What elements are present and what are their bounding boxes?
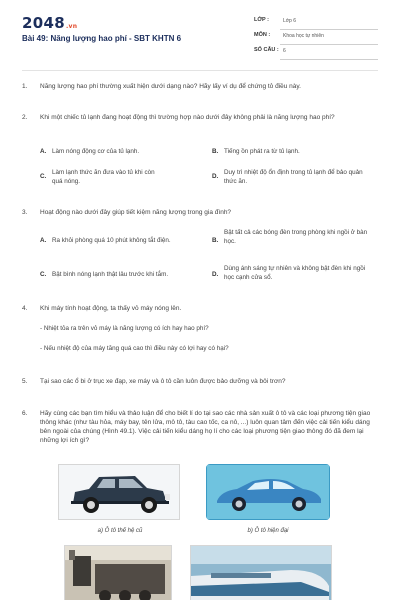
question-number: 4.	[22, 305, 28, 312]
question-text: Khi máy tính hoạt động, ta thấy vỏ máy nóng lên.	[40, 305, 182, 312]
option-text: Tiếng ồn phát ra từ tủ lạnh.	[224, 148, 300, 155]
question-number: 1.	[22, 83, 28, 90]
option-letter: A.	[40, 237, 47, 244]
site-logo[interactable]	[22, 14, 77, 32]
meta-value: Lớp 6	[283, 18, 297, 24]
question-4-sub-2: - Nếu nhiệt độ của máy tăng quá cao thì điều này có lợi hay có hại?	[40, 345, 229, 352]
option-letter: B.	[212, 237, 219, 244]
meta-value: Khoa học tự nhiên	[283, 33, 324, 39]
question-4	[22, 304, 378, 314]
option-text: Dùng ánh sáng tự nhiên và không bật đèn khi ngồi học cạnh cửa sổ.	[224, 265, 366, 281]
figure-b-caption: b) Ô tô hiện đại	[247, 528, 289, 534]
meta-value: 6	[283, 48, 286, 54]
option-3a[interactable]	[40, 236, 210, 246]
option-3d[interactable]	[212, 264, 382, 284]
option-text: Ra khỏi phòng quá 10 phút không tắt điện.	[52, 237, 171, 244]
option-2b[interactable]	[212, 147, 382, 157]
header-divider	[22, 70, 378, 71]
train-image	[64, 545, 172, 600]
meta-key: SỐ CÂU :	[254, 47, 279, 53]
option-letter: A.	[40, 148, 47, 155]
option-text: Làm nóng động cơ của tủ lạnh.	[52, 148, 140, 155]
logo-text: 2048	[22, 14, 65, 32]
question-1	[22, 82, 378, 92]
document-title: Bài 49: Năng lượng hao phí - SBT KHTN 6	[22, 34, 182, 43]
option-text: Duy trì nhiệt độ ổn định trong tủ lạnh để bảo quản thức ăn.	[224, 169, 363, 185]
question-3	[22, 208, 378, 218]
modern-car-drawing	[207, 465, 329, 519]
bullet-train-image	[190, 545, 332, 600]
question-2	[22, 113, 378, 133]
bullet-train-drawing	[191, 546, 331, 600]
question-text: Hãy cùng các bạn tìm hiểu và thảo luận để cho biết lí do tại sao các nhà sản xuất ô tô và các loại phương tiện giao thông khác (như tàu hỏa, máy bay, tên lửa, mô tô, tàu cao tốc, ca nô, ...) luôn quan tâm đến việc cải tiến kiểu dáng bên ngoài của chúng (Hình 49.1). Việc cải tiến kiểu dáng họ lí cho các loại phương tiện giao thông đó đã đem lại những lợi ích gì?	[40, 410, 371, 444]
question-text: Hoạt động nào dưới đây giúp tiết kiệm năng lượng trong gia đình?	[40, 209, 232, 216]
page-header	[0, 0, 400, 78]
option-letter: B.	[212, 148, 219, 155]
question-text: Khi một chiếc tủ lạnh đang hoạt động thì trường hợp nào dưới đây không phải là năng lượng hao phí?	[40, 114, 335, 121]
option-letter: D.	[212, 173, 219, 180]
option-text: Làm lạnh thức ăn đưa vào tủ khi còn quá nóng.	[52, 169, 155, 185]
option-2c[interactable]	[40, 168, 210, 188]
question-number: 6.	[22, 410, 28, 417]
meta-key: MÔN :	[254, 32, 271, 38]
question-text: Tại sao các ổ bi ở trục xe đạp, xe máy và ô tô cần luôn được bảo dưỡng và bôi trơn?	[40, 378, 286, 385]
question-5	[22, 377, 378, 387]
option-letter: C.	[40, 173, 47, 180]
meta-grade	[254, 14, 378, 30]
question-text: Năng lượng hao phí thường xuất hiện dưới dạng nào? Hãy lấy ví dụ để chứng tỏ điều này.	[40, 83, 301, 90]
meta-subject	[254, 29, 378, 45]
question-number: 2.	[22, 114, 28, 121]
figure-a-caption: a) Ô tô thế hệ cũ	[97, 528, 143, 534]
option-letter: D.	[212, 271, 219, 278]
logo-suffix: .vn	[65, 23, 78, 30]
question-6	[22, 409, 378, 449]
option-letter: C.	[40, 271, 47, 278]
old-car-image	[58, 464, 180, 520]
option-2a[interactable]	[40, 147, 210, 157]
option-2d[interactable]	[212, 168, 382, 188]
option-3c[interactable]	[40, 270, 210, 280]
meta-underline	[280, 59, 378, 60]
option-text: Bật bình nóng lạnh thật lâu trước khi tắm.	[52, 271, 169, 278]
question-number: 5.	[22, 378, 28, 385]
question-4-sub-1: - Nhiệt tỏa ra trên vỏ máy là năng lượng có ích hay hao phí?	[40, 325, 209, 332]
question-number: 3.	[22, 209, 28, 216]
option-text: Bật tất cả các bóng đèn trong phòng khi ngồi ở bàn học.	[224, 229, 368, 245]
modern-car-image	[206, 464, 330, 520]
train-drawing	[65, 546, 171, 600]
option-3b[interactable]	[212, 228, 382, 248]
old-car-drawing	[59, 465, 179, 519]
meta-count	[254, 44, 378, 60]
meta-key: LỚP :	[254, 17, 269, 23]
